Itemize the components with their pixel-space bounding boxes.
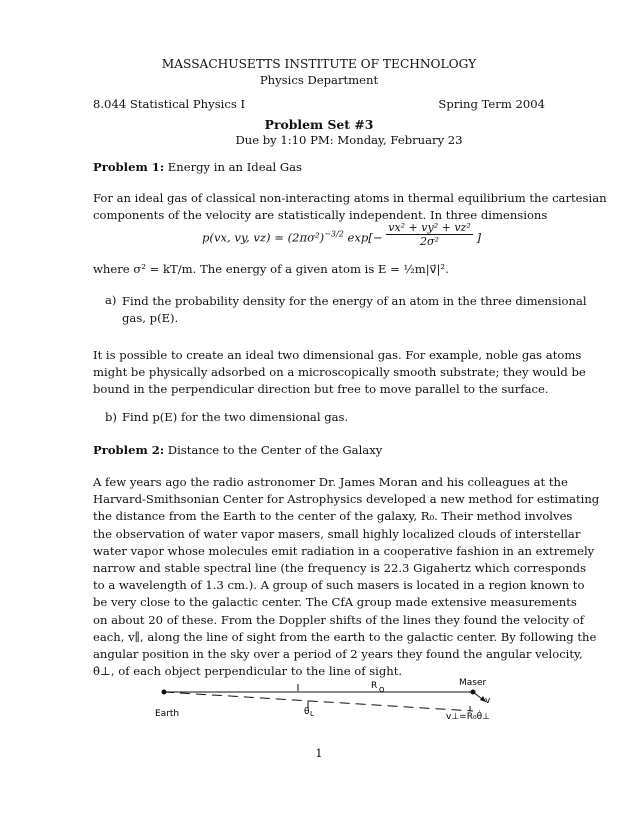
part-a-label: a) [105,293,117,307]
galaxy-diagram [0,672,638,732]
part-b-label: b) [105,410,117,424]
institution-title: MASSACHUSETTS INSTITUTE OF TECHNOLOGY [161,57,477,71]
problem1-title: Energy in an Ideal Gas [167,160,303,174]
term-label: Spring Term 2004 [438,97,545,111]
text-line: bound in the perpendicular direction but free to move parallel to the surface. [93,382,549,397]
text-line: Find the probability density for the energy of an atom in the three dimensional [122,294,587,308]
theta-label: θ [304,707,310,717]
r0-label: R [371,681,378,691]
equation-fraction [386,221,473,248]
r0-subscript: O [379,686,385,694]
theta-subscript: L [310,710,314,718]
text-line: water vapor whose molecules emit radiation in a cooperative fashion in an extremely [93,543,595,558]
text-line: the distance from the Earth to the center of the galaxy, R₀. Their method involves [93,509,573,524]
problem2-heading [93,443,382,457]
text-line: the observation of water vapor masers, small highly localized clouds of interstellar [93,526,581,541]
text-line: It is possible to create an ideal two dimensional gas. For example, noble gas atoms [93,348,582,362]
velocity-label: v [485,696,491,706]
part-a-text [122,293,587,327]
text-line: to a wavelength of 1.3 cm.). A group of such masers is located in a region known to [93,578,585,593]
problem2-body [93,474,600,680]
due-date: Due by 1:10 PM: Monday, February 23 [235,133,463,147]
two-d-gas-paragraph [93,347,586,399]
equation-bracket: ] [476,230,481,245]
text-line: angular position in the sky over a period of 2 years they found the angular velocity, [93,647,583,662]
problem1-intro [93,190,607,224]
problem1-heading [93,160,302,174]
text-line: A few years ago the radio astronomer Dr. James Moran and his colleagues at the [93,475,568,489]
velocity-distribution-equation [202,221,481,248]
department-name: Physics Department [259,73,379,87]
where-text: where σ² = kT/m. The energy of a given atom is E = ½m|v⃗|². [93,262,449,276]
equation-exp: exp[− [347,230,383,245]
equation-numerator: vx² + vy² + vz² [388,221,471,234]
text-line: be very close to the galactic center. The CfA group made extensive measurements [93,595,577,610]
course-name: 8.044 Statistical Physics I [93,97,246,111]
text-line: each, v∥, along the line of sight from the earth to the galactic center. By following the [93,629,597,644]
text-line: For an ideal gas of classical non-interacting atoms in thermal equilibrium the cartesian [93,191,607,205]
part-b-text: Find p(E) for the two dimensional gas. [122,410,349,424]
equation-lhs: p(vx, vy, vz) = (2πσ²) [202,230,325,245]
text-line: θ̇⊥, of each object perpendicular to the line of sight. [93,664,403,679]
earth-label: Earth [155,709,180,719]
earth-point [162,690,167,695]
course-row [93,97,545,111]
problem2-title: Distance to the Center of the Galaxy [167,443,383,457]
text-line: components of the velocity are statistically independent. In three dimensions [93,208,548,223]
text-line: on about 20 of these. From the Doppler shifts of the lines they found the velocity of [93,612,585,627]
problem-set-title: Problem Set #3 [264,117,374,132]
text-line: Harvard-Smithsonian Center for Astrophysics developed a new method for estimating [93,492,600,507]
page-number: 1 [315,746,323,760]
text-line: gas, p(E). [122,311,179,326]
displaced-line [164,692,473,711]
problem1-label: Problem 1: [93,160,165,174]
problem2-label: Problem 2: [93,443,165,457]
text-line: narrow and stable spectral line (the frequency is 22.3 Gigahertz which corresponds [93,561,587,576]
maser-label: Maser [459,678,487,688]
text-line: might be physically adsorbed on a microscopically smooth substrate; they would be [93,365,586,380]
equation-denominator: 2σ² [420,235,439,248]
vperp-label: v⊥=R₀θ̇⊥ [446,712,490,722]
equation-exponent: −3/2 [324,229,344,239]
